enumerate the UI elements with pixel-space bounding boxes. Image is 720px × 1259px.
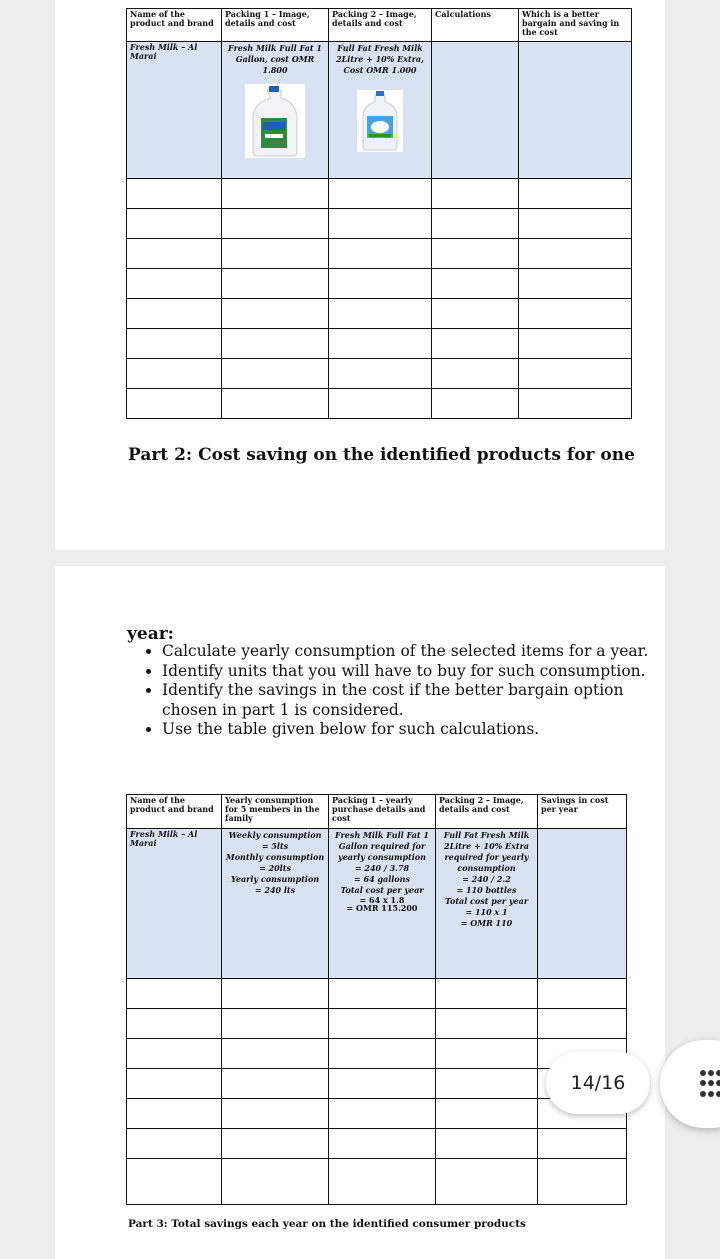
header-product: Name of the product and brand bbox=[127, 9, 222, 42]
header-packing1: Packing 1 – Image, details and cost bbox=[222, 9, 329, 42]
part2-heading-continued: year: bbox=[127, 624, 174, 644]
cell-product: Fresh Milk – Al Marai bbox=[127, 42, 222, 179]
list-item: • Use the table given below for such calculations. bbox=[162, 720, 662, 740]
calc-line: Weekly consumption bbox=[228, 830, 322, 840]
cell-product: Fresh Milk – Al Marai bbox=[127, 829, 222, 979]
calc-line: = 240 / 2.2 bbox=[462, 874, 511, 884]
header-packing2: Packing 2 – Image, details and cost bbox=[329, 9, 432, 42]
product-comparison-table bbox=[126, 8, 632, 419]
cell-calculations bbox=[432, 42, 519, 179]
calc-line: Gallon required for bbox=[338, 841, 426, 851]
header-yearly-consumption: Yearly consumption for 5 members in the family bbox=[222, 795, 329, 829]
cell-packing1 bbox=[222, 42, 329, 179]
header-calculations: Calculations bbox=[432, 9, 519, 42]
calc-line: Total cost per year bbox=[340, 885, 424, 895]
calc-line: = OMR 115.200 bbox=[346, 903, 418, 913]
calc-line: consumption bbox=[457, 863, 516, 873]
yearly-savings-table bbox=[126, 794, 627, 1205]
list-item: • Identify the savings in the cost if the better bargain option chosen in part 1 is considered. bbox=[162, 681, 662, 720]
calc-line: required for yearly bbox=[444, 852, 529, 862]
header-savings: Savings in cost per year bbox=[538, 795, 627, 829]
calc-line: = 20lts bbox=[259, 863, 291, 873]
calc-line: = 240 lts bbox=[254, 885, 296, 895]
part3-heading: Part 3: Total savings each year on the identified consumer products bbox=[128, 1218, 526, 1230]
list-item: • Calculate yearly consumption of the selected items for a year. bbox=[162, 642, 662, 662]
calc-line: = 240 / 3.78 bbox=[354, 863, 410, 873]
grid-dots-icon bbox=[700, 1070, 720, 1098]
cell-packing2 bbox=[329, 42, 432, 179]
packing1-text: Fresh Milk Full Fat 1 Gallon, cost OMR 1.800 bbox=[228, 43, 322, 75]
header-packing1-yearly: Packing 1 – yearly purchase details and cost bbox=[329, 795, 436, 829]
calc-line: = 5lts bbox=[261, 841, 289, 851]
calc-line: Fresh Milk Full Fat 1 bbox=[335, 830, 429, 840]
instructions-list bbox=[132, 642, 662, 740]
calc-line: = 110 bottles bbox=[456, 885, 517, 895]
milk-bottle-image bbox=[357, 90, 403, 152]
header-bargain: Which is a better bargain and saving in the cost bbox=[519, 9, 632, 42]
calc-line: Total cost per year bbox=[444, 896, 529, 906]
cell-savings bbox=[538, 829, 627, 979]
cell-bargain bbox=[519, 42, 632, 179]
calc-line: 2Litre + 10% Extra bbox=[444, 841, 529, 851]
calc-line: Yearly consumption bbox=[230, 874, 320, 884]
page-indicator: 14/16 bbox=[546, 1052, 650, 1114]
calc-line: Full Fat Fresh Milk bbox=[443, 830, 530, 840]
calc-line: yearly consumption bbox=[338, 852, 426, 862]
header-packing2: Packing 2 – Image, details and cost bbox=[436, 795, 538, 829]
packing2-text: Full Fat Fresh Milk 2Litre + 10% Extra, Cost OMR 1.000 bbox=[336, 43, 424, 75]
calc-line: = 64 gallons bbox=[354, 874, 410, 884]
cell-consumption bbox=[222, 829, 329, 979]
calc-line: = 64 x 1.8 bbox=[359, 895, 405, 905]
cell-packing1-yearly bbox=[329, 829, 436, 979]
header-product: Name of the product and brand bbox=[127, 795, 222, 829]
milk-gallon-image bbox=[245, 84, 305, 158]
part2-heading: Part 2: Cost saving on the identified products for one bbox=[128, 445, 635, 465]
list-item: • Identify units that you will have to buy for such consumption. bbox=[162, 662, 662, 682]
calc-line: = OMR 110 bbox=[460, 918, 513, 928]
app-launcher-button[interactable] bbox=[660, 1040, 720, 1128]
cell-packing2-yearly bbox=[436, 829, 538, 979]
calc-line: = 110 x 1 bbox=[465, 907, 508, 917]
calc-line: Monthly consumption bbox=[225, 852, 325, 862]
